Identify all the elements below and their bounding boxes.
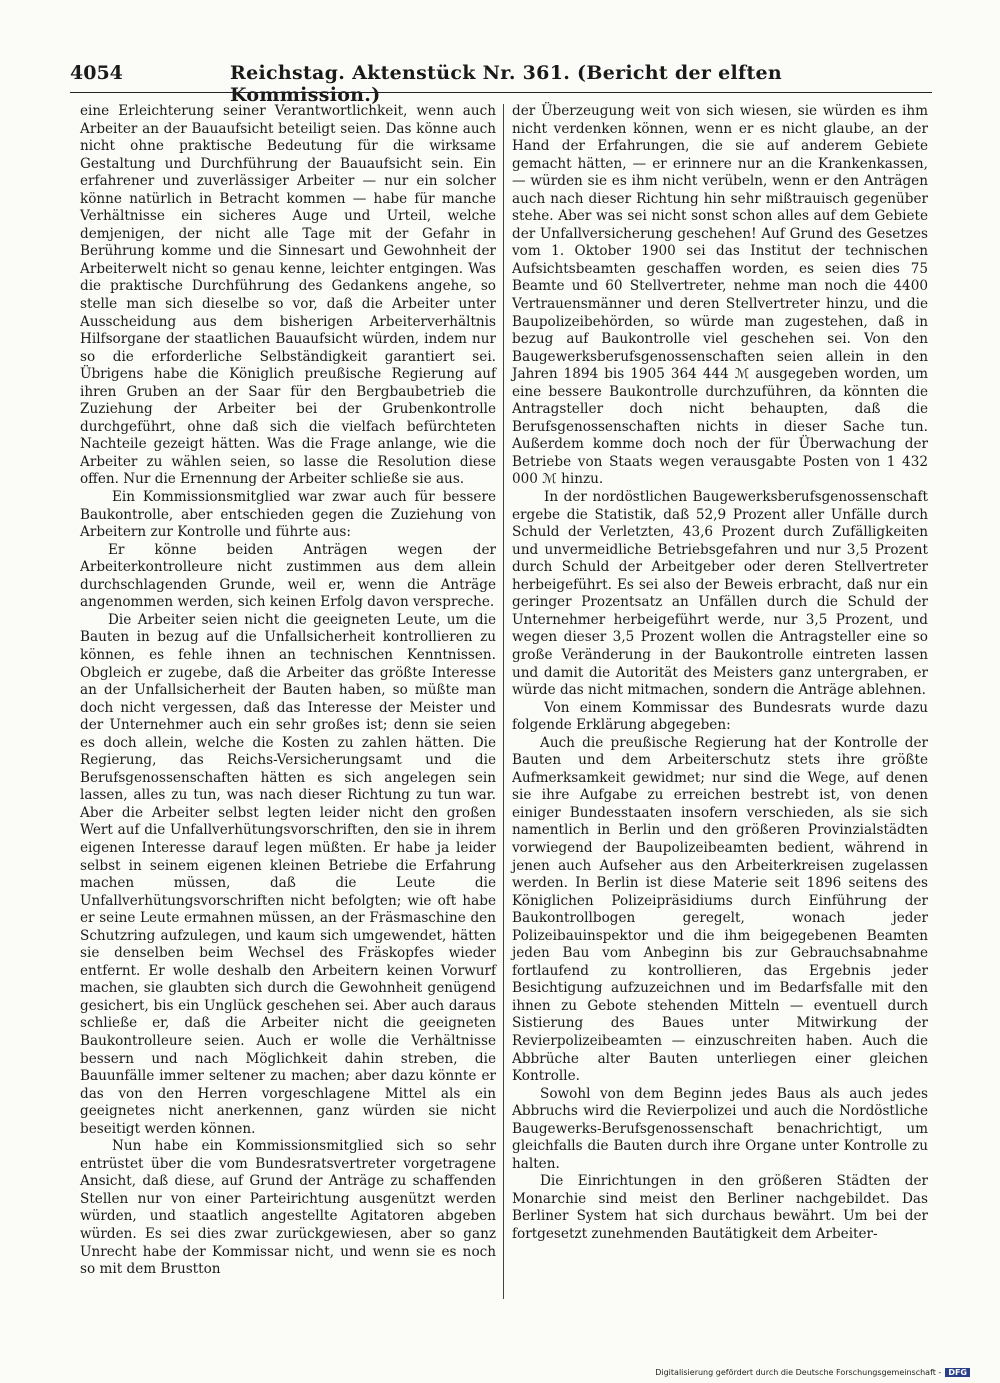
paragraph: Ein Kommissionsmitglied war zwar auch für bessere Baukontrolle, aber entschieden gegen die Zuziehung von Arbeitern zur Kontrolle und führte aus:: [80, 489, 496, 541]
paragraph: eine Erleichterung seiner Verantwortlichkeit, wenn auch Arbeiter an der Bauaufsicht beteiligt seien. Das könne auch nicht ohne praktische Bedeutung für die wirksame Gestaltung und Durchführung der Bauaufsicht sein. Ein erfahrener und zuverlässiger Arbeiter — nur ein solcher könne natürlich in Betracht kommen — habe für manche Verhältnisse ein sicheres Auge und Urteil, welche demjenigen, der nicht alle Tage mit der Gefahr in Berührung komme und die Sinnesart und Gewohnheit der Arbeiterwelt nicht so genau kenne, leichter entgingen. Was die praktische Durchführung des Gedankens angehe, so stelle man sich dieselbe so vor, daß die Arbeiter unter Ausscheidung aus dem bisherigen Arbeiterverhältnis Hilfsorgane der staatlichen Bauaufsicht würden, indem nur so die erforderliche Selbständigkeit garantiert sei. Übrigens habe die Königlich preußische Regierung auf ihren Gruben an der Saar für den Bergbaubetrieb die Zuziehung der Arbeiter bei der Grubenkontrolle durchgeführt, ohne daß sich die vielfach befürchteten Nachteile gezeigt hätten. Was die Frage anlange, wie die Arbeiter zu wählen seien, so lasse die Resolution diese offen. Nur die Ernennung der Arbeiter schließe sie aus.: [80, 103, 496, 488]
column-divider: [503, 104, 504, 1299]
page-header: [70, 60, 932, 106]
digitization-footer: [655, 1368, 970, 1377]
dfg-logo: DFG: [945, 1368, 970, 1377]
page-number: 4054: [70, 62, 123, 84]
footer-text: Digitalisierung gefördert durch die Deutsche Forschungsgemeinschaft -: [655, 1368, 942, 1377]
quoted-paragraph: Er könne beiden Anträgen wegen der Arbeiterkontrolleure nicht zustimmen aus dem allein durchschlagenden Grunde, weil er, wenn die Anträge angenommen werden, sich keinen Erfolg davon verspreche.: [80, 541, 496, 611]
header-rule: [70, 92, 932, 93]
right-column: [512, 103, 928, 1303]
paragraph: Nun habe ein Kommissionsmitglied sich so sehr entrüstet über die vom Bundesratsvertreter vorgetragene Ansicht, daß diese, auf Grund der Anträge zu schaffenden Stellen nur von einer Parteirichtung ausgenützt werden würden, und staatlich angestellte Agitatoren abgeben würden. Es sei dies zwar zurückgewiesen, aber so ganz Unrecht habe der Kommissar nicht, und wenn sie es noch so mit dem Brustton: [80, 1138, 496, 1278]
quoted-paragraph: Die Arbeiter seien nicht die geeigneten Leute, um die Bauten in bezug auf die Unfallsicherheit kontrollieren zu können, es fehle ihnen an technischen Kenntnissen. Obgleich er zugebe, daß die Arbeiter das größte Interesse an der Unfallsicherheit der Bauten haben, so müßte man doch nicht vergessen, daß das Interesse der Meister und der Unternehmer auch ein sehr großes ist; denn sie seien es doch allein, welche die Kosten zu zahlen hätten. Die Regierung, das Reichs-Versicherungsamt und die Berufsgenossenschaften hätten es sich angelegen sein lassen, alles zu tun, was nach dieser Richtung zu tun war. Aber die Arbeiter selbst legten leider nicht den großen Wert auf die Unfallverhütungsvorschriften, den sie in ihrem eigenen Interesse darauf legen müßten. Er habe ja leider selbst in seinem eigenen kleinen Betriebe die Erfahrung machen müssen, daß die Leute die Unfallverhütungsvorschriften nicht befolgten; wie oft habe er seine Leute ermahnen müssen, an der Fräsmaschine den Schutzring aufzulegen, und kaum sich umgewendet, hätten sie denselben beim Wechsel des Fräskopfes wieder entfernt. Er wolle deshalb den Arbeitern keinen Vorwurf machen, sie glaubten sich durch die Gewohnheit genügend gesichert, bis ein Unglück geschehen sei. Aber auch daraus schließe er, daß die Arbeiter nicht die geeigneten Baukontrolleure seien. Auch er wolle die Verhältnisse bessern und nach Möglichkeit dahin streben, die Bauunfälle immer seltener zu machen; aber dazu könnte er das von den Herren vorgeschlagene Mittel als ein geeignetes nicht anerkennen, ganz würden sie nicht beseitigt werden können.: [80, 611, 496, 1137]
left-column: [80, 103, 496, 1303]
paragraph: der Überzeugung weit von sich wiesen, sie würden es ihm nicht verdenken können, wenn er es nicht glaube, an der Hand der Erfahrungen, die sie auf anderem Gebiete gemacht hätten, — er erinnere nur an die Krankenkassen, — würden sie es ihm nicht verübeln, wenn er den Anträgen auch nach dieser Richtung hin sehr mißtrauisch gegenüber stehe. Aber was sei nicht sonst schon alles auf dem Gebiete der Unfallversicherung geschehen! Auf Grund des Gesetzes vom 1. Oktober 1900 sei das Institut der technischen Aufsichtsbeamten geschaffen worden, es seien dies 75 Beamte und 60 Stellvertreter, nehme man noch die 4400 Vertrauensmänner und deren Stellvertreter hinzu, und die Baupolizeibehörden, so würde man zugestehen, daß in bezug auf Baukontrolle viel geschehen sei. Von den Baugewerksberufsgenossenschaften seien allein in den Jahren 1894 bis 1905 364 444 ℳ ausgegeben worden, um eine bessere Baukontrolle durchzuführen, da könnten die Antragsteller doch nicht behaupten, daß die Berufsgenossenschaften nichts in dieser Sache tun. Außerdem komme doch noch der für Überwachung der Betriebe von Staats wegen verausgabte Posten von 1 432 000 ℳ hinzu.: [512, 103, 928, 488]
running-title: Reichstag. Aktenstück Nr. 361. (Bericht der elften Kommission.): [230, 62, 783, 106]
quoted-paragraph: Sowohl von dem Beginn jedes Baus als auch jedes Abbruchs wird die Revierpolizei und auch die Nordöstliche Baugewerks-Berufsgenossenschaft benachrichtigt, um gleichfalls die Bauten durch ihre Organe unter Kontrolle zu halten.: [512, 1085, 928, 1172]
paragraph: Von einem Kommissar des Bundesrats wurde dazu folgende Erklärung abgegeben:: [512, 699, 928, 734]
quoted-paragraph: Die Einrichtungen in den größeren Städten der Monarchie sind meist den Berliner nachgebildet. Das Berliner System hat sich durchaus bewährt. Um bei der fortgesetzt zunehmenden Bautätigkeit dem Arbeiter-: [512, 1173, 928, 1242]
quoted-paragraph: Auch die preußische Regierung hat der Kontrolle der Bauten und dem Arbeiterschutz stets ihre größte Aufmerksamkeit gewidmet; nur sind die Wege, auf denen sie ihre Aufgabe zu erreichen bestrebt ist, von denen einiger Bundesstaaten insofern verschieden, als sie sich namentlich in Berlin und den größeren Provinzialstädten vorwiegend der Baupolizeibeamten bedient, während in jenen auch Aufseher aus den Arbeiterkreisen zugelassen werden. In Berlin ist diese Materie seit 1896 seitens des Königlichen Polizeipräsidiums durch Einführung der Baukontrollbogen geregelt, wonach jeder Polizeibauinspektor und die ihm beigegebenen Beamten jeden Bau vom Anbeginn bis zur Gebrauchsabnahme fortlaufend zu kontrollieren, das Ergebnis jeder Besichtigung aufzuzeichnen und im Bedarfsfalle mit den ihnen zu Gebote stehenden Mitteln — eventuell durch Sistierung des Baues unter Mitwirkung der Revierpolizeibeamten — einzuschreiten haben. Auch die Abbrüche alter Bauten unterliegen einer gleichen Kontrolle.: [512, 734, 928, 1085]
paragraph: In der nordöstlichen Baugewerksberufsgenossenschaft ergebe die Statistik, daß 52,9 Prozent aller Unfälle durch Schuld der Verletzten, 43,6 Prozent durch Zufälligkeiten und unvermeidliche Betriebsgefahren und nur 3,5 Prozent durch Schuld der Arbeitgeber oder deren Stellvertreter herbeigeführt. Es sei also der Beweis erbracht, daß nur ein geringer Prozentsatz an Unfällen durch die Schuld der Unternehmer herbeigeführt werde, nur 3,5 Prozent, und wegen dieser 3,5 Prozent wollen die Antragsteller eine so große Veränderung in der Baukontrolle eintreten lassen und damit die Autorität des Meisters ganz untergraben, er würde das nicht mitmachen, sondern die Anträge ablehnen.: [512, 489, 928, 699]
